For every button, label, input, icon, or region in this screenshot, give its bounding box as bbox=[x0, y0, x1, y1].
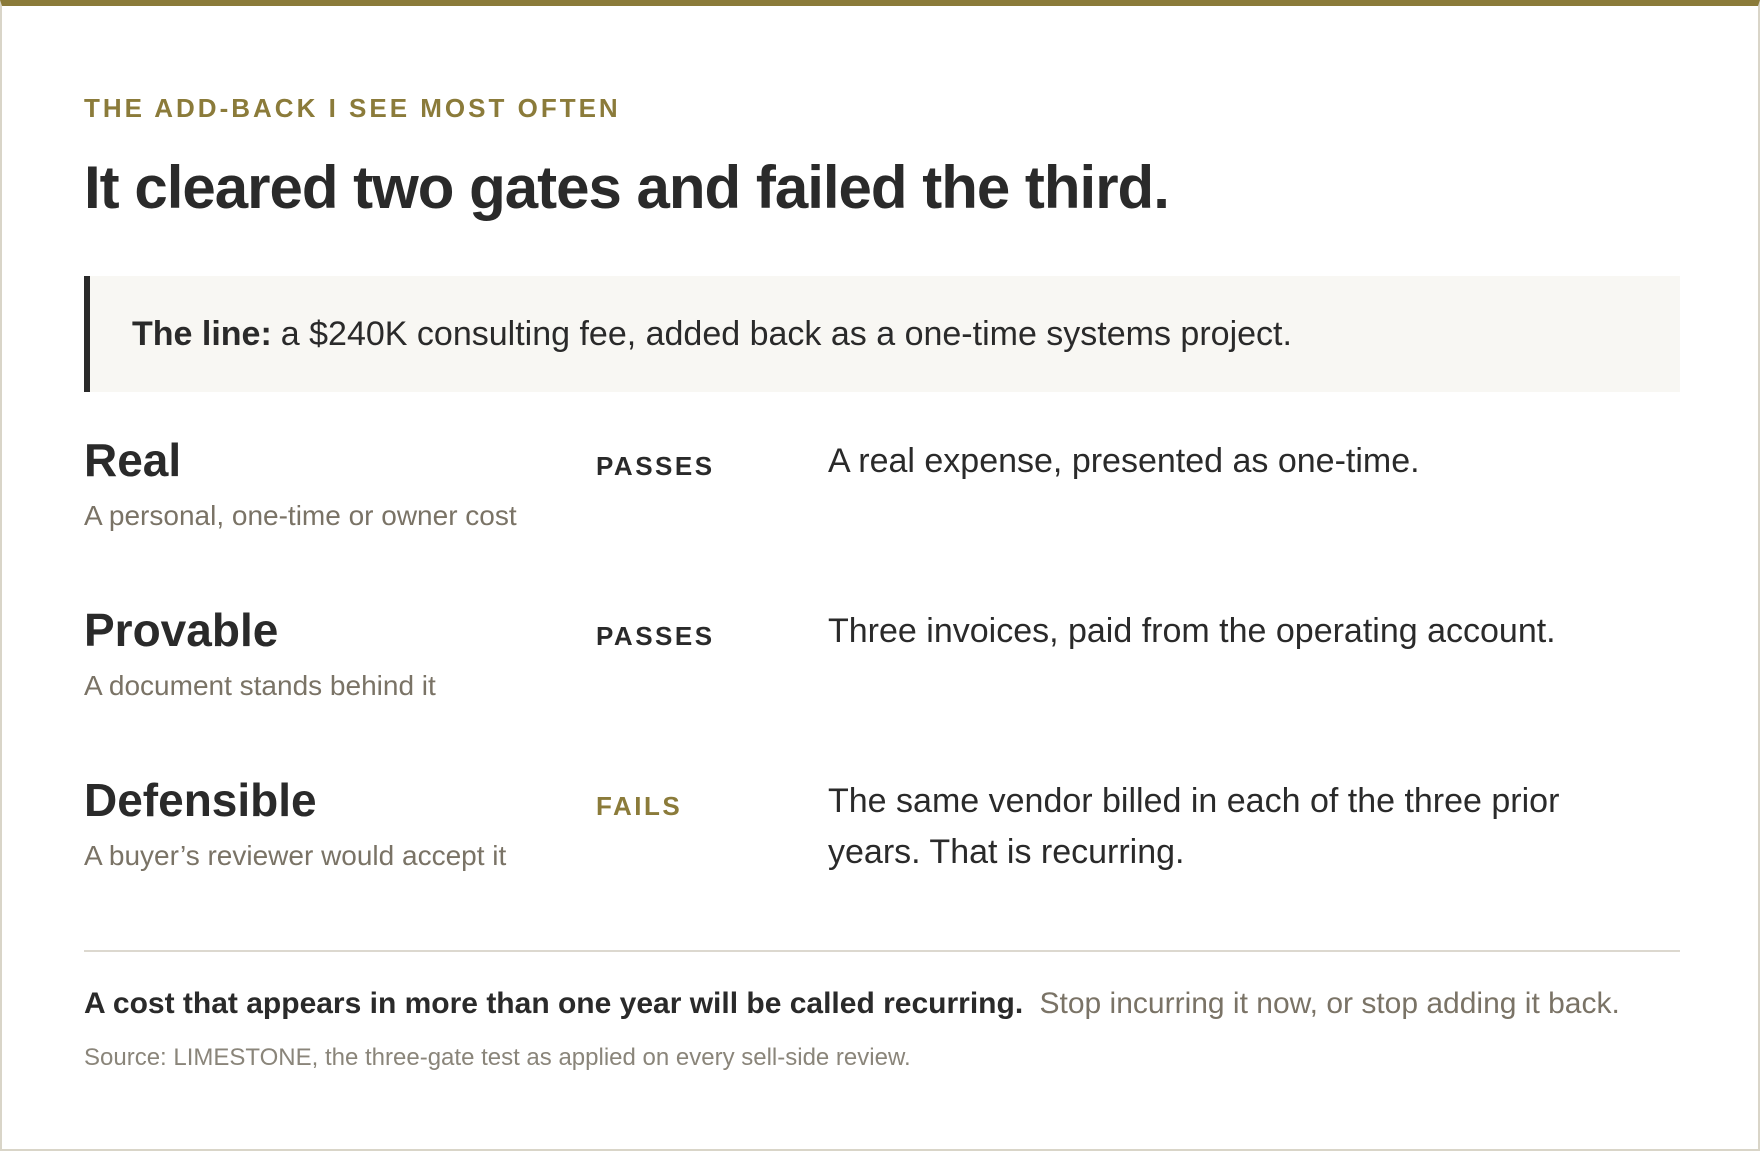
gate-row-defensible bbox=[84, 770, 1680, 950]
gate-subtitle: A personal, one-time or owner cost bbox=[84, 500, 517, 531]
page-title: It cleared two gates and failed the third. bbox=[84, 154, 1169, 221]
takeaway-strong: A cost that appears in more than one year will be called recurring. bbox=[84, 987, 1024, 1020]
gate-row-provable bbox=[84, 600, 1680, 770]
verdict-badge: PASSES bbox=[596, 451, 715, 481]
callout-box bbox=[84, 276, 1680, 392]
gates-list bbox=[84, 430, 1680, 950]
gate-name: Real bbox=[84, 434, 182, 486]
gate-explanation: A real expense, presented as one-time. bbox=[828, 442, 1420, 480]
takeaway bbox=[84, 982, 1680, 1026]
verdict-badge: FAILS bbox=[596, 791, 683, 821]
gate-explanation: The same vendor billed in each of the three prior years. That is recurring. bbox=[828, 782, 1560, 871]
gate-row-real bbox=[84, 430, 1680, 600]
gate-name: Provable bbox=[84, 604, 279, 656]
callout-label: The line: bbox=[132, 314, 272, 353]
verdict-badge: PASSES bbox=[596, 621, 715, 651]
gate-subtitle: A buyer’s reviewer would accept it bbox=[84, 840, 507, 871]
takeaway-rest: Stop incurring it now, or stop adding it back. bbox=[1039, 987, 1620, 1020]
eyebrow-label: THE ADD-BACK I SEE MOST OFTEN bbox=[84, 93, 621, 123]
divider bbox=[84, 950, 1680, 952]
source-note: Source: LIMESTONE, the three-gate test as applied on every sell-side review. bbox=[84, 1044, 911, 1071]
gate-explanation: Three invoices, paid from the operating account. bbox=[828, 612, 1556, 650]
card-content bbox=[84, 86, 1680, 1076]
callout-text: a $240K consulting fee, added back as a one-time systems project. bbox=[280, 314, 1292, 353]
gate-name: Defensible bbox=[84, 774, 317, 826]
gate-subtitle: A document stands behind it bbox=[84, 670, 436, 701]
